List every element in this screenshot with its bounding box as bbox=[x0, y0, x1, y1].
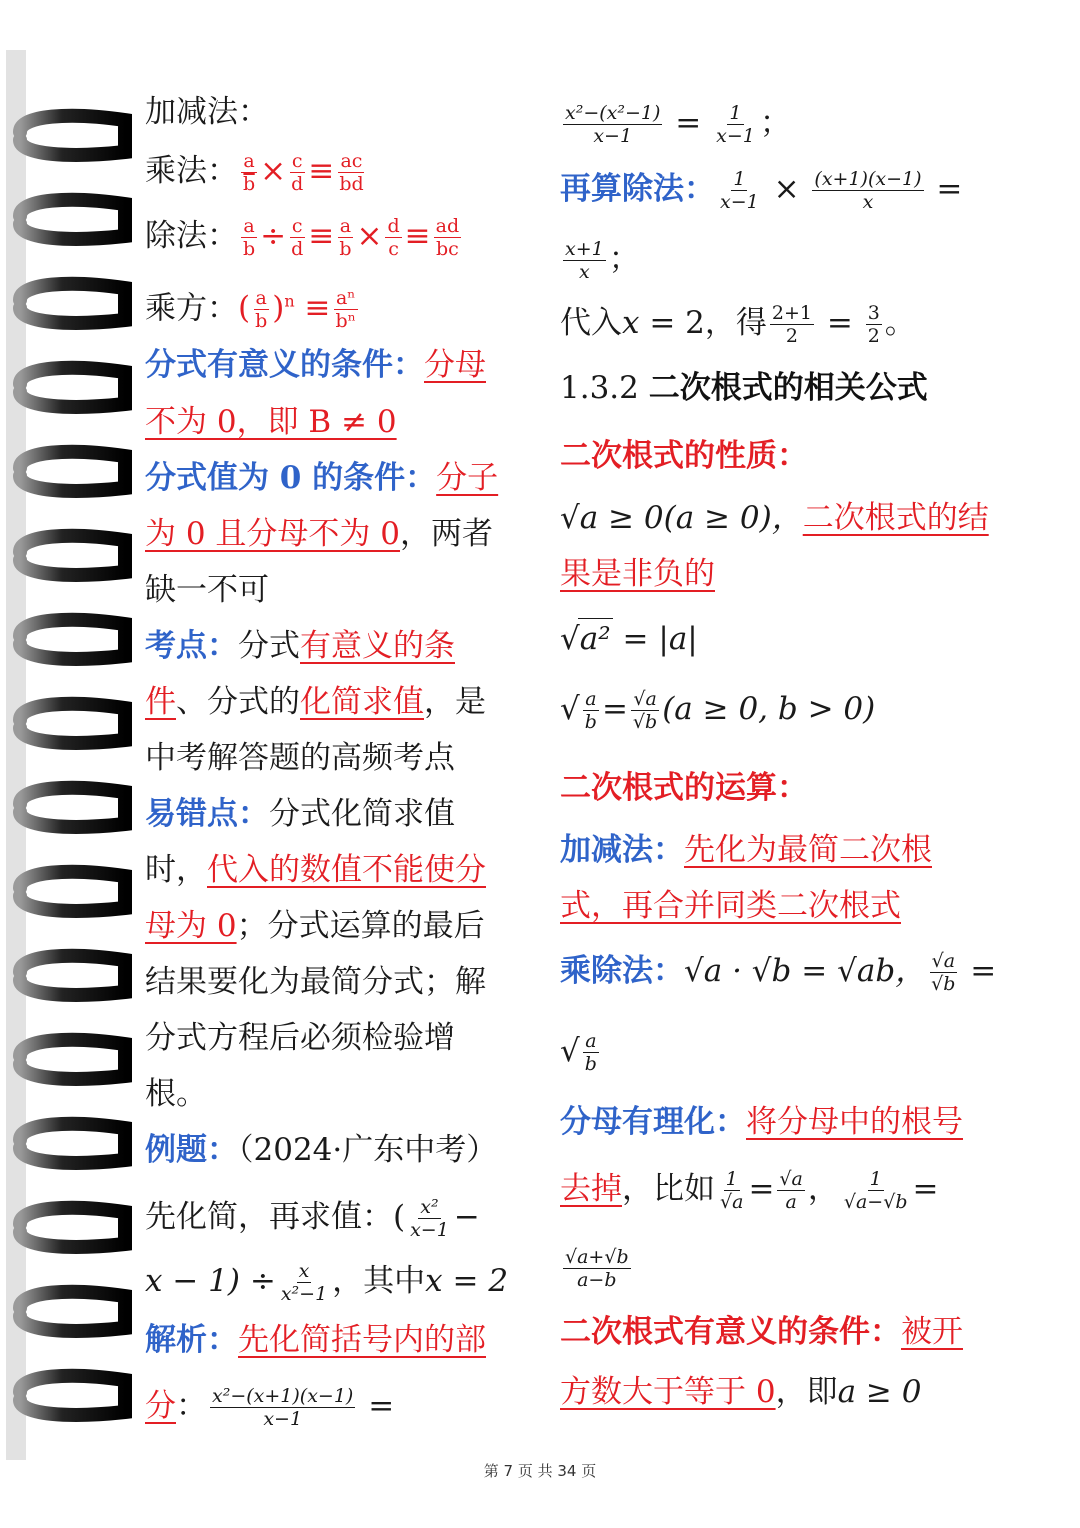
frac-x-over-x2-1: $\frac{x}{\text{x²−1}}$ bbox=[280, 1260, 328, 1305]
example-line-3: x − 1) ÷ $\frac{x}{\text{x²−1}}$ ，其中x = 2 bbox=[145, 1260, 509, 1305]
rationalize-line-1: 分母有理化：将分母中的根号 bbox=[560, 1104, 963, 1140]
property-title: 二次根式的性质： bbox=[560, 438, 808, 474]
error-point-line-6: 根。 bbox=[145, 1076, 207, 1112]
substitute-line: 代入x = 2，得 $\frac{2+1}{2}$ = $\frac{3}{2}$ 。 bbox=[560, 302, 916, 347]
zero-cond-line-2: 为 0 且分母不为 0，两者 bbox=[145, 516, 494, 552]
frac-step-1: $\frac{\text{x²−(x+1)(x−1)}}{x-1}$ bbox=[212, 1385, 354, 1430]
divide-step: 再算除法： $\frac{1}{x-1}$ × $\frac{(x+1)(x-1)}{x}$ = bbox=[560, 168, 963, 213]
exam-point-line-2: 件、分式的化简求值，是 bbox=[145, 684, 486, 720]
property-line-1: √a ≥ 0(a ≥ 0)，二次根式的结 bbox=[560, 500, 989, 536]
example-line-2: 先化简，再求值：( $\frac{\text{x²}}{x-1}$ − bbox=[145, 1196, 480, 1241]
exam-point-line-1: 考点：分式有意义的条 bbox=[145, 628, 455, 664]
frac-c-d: $\frac{c}{d}$ bbox=[291, 150, 304, 195]
power-formula: ( $\frac{a}{b}$ )$^n$ ≡ $\frac{\text{aⁿ}}{\text{bⁿ}}$ bbox=[238, 287, 356, 333]
error-point-line-4: 结果要化为最简分式；解 bbox=[145, 964, 486, 1000]
zero-cond-line-1: 分式值为 0 的条件：分子 bbox=[145, 460, 499, 496]
property-abs: √a² = |a| bbox=[560, 618, 698, 659]
rationalize-line-2: 去掉，比如 $\frac{1}{√a}$ = $\frac{√a}{a}$ ， $\frac{1}{√a-√b}$ = bbox=[560, 1168, 939, 1213]
muldiv-line-1: 乘除法：√a · √b = √ab， $\frac{√a}{√b}$ = bbox=[560, 950, 997, 995]
solution-line-2: 分： $\frac{\text{x²−(x+1)(x−1)}}{x-1}$ = bbox=[145, 1385, 395, 1430]
property-quotient: √ $\frac{a}{b}$ = $\frac{√a}{√b}$ (a ≥ 0, b > 0) bbox=[560, 688, 876, 733]
error-point-line-2: 时，代入的数值不能使分 bbox=[145, 852, 486, 888]
divide-rule: 除法： $\frac{a}{b}$ ÷ $\frac{c}{d}$ ≡ $\frac{a}{b}$ × $\frac{d}{c}$ ≡ $\frac{ad}{bc}$ bbox=[145, 215, 464, 260]
divide-result: $\frac{x+1}{x}$ ； bbox=[565, 238, 640, 283]
property-line-2: 果是非负的 bbox=[560, 556, 715, 592]
rationalize-line-3: $\frac{√a+√b}{a-b}$ bbox=[565, 1246, 629, 1291]
add-line-1: 加减法：先化为最简二次根 bbox=[560, 832, 932, 868]
meaning-line-2: 方数大于等于 0，即a ≥ 0 bbox=[560, 1374, 922, 1410]
solution-line-1: 解析：先化简括号内的部 bbox=[145, 1322, 486, 1358]
condition-line-1: 分式有意义的条件：分母 bbox=[145, 347, 486, 383]
multiply-rule: 乘法： $\frac{a}{b}$ × $\frac{c}{d}$ ≡ $\frac{ac}{bd}$ bbox=[145, 150, 369, 195]
divide-formula: $\frac{a}{b}$ ÷ $\frac{c}{d}$ ≡ $\frac{a}{b}$ × $\frac{d}{c}$ ≡ $\frac{ad}{bc}$ bbox=[243, 215, 460, 260]
section-heading: 1.3.2 二次根式的相关公式 bbox=[560, 370, 928, 406]
spiral-rings bbox=[20, 116, 125, 1415]
example-line-1: 例题：（2024·广东中考） bbox=[145, 1132, 498, 1168]
spiral-binding bbox=[0, 40, 140, 1470]
muldiv-line-2: √ $\frac{a}{b}$ bbox=[560, 1030, 597, 1075]
error-point-line-5: 分式方程后必须检验增 bbox=[145, 1020, 455, 1056]
zero-cond-line-3: 缺一不可 bbox=[145, 572, 269, 608]
frac-ac-bd: $\frac{ac}{bd}$ bbox=[339, 150, 364, 195]
frac-a-b: $\frac{a}{b}$ bbox=[243, 150, 256, 195]
error-point-line-3: 母为 0；分式运算的最后 bbox=[145, 908, 485, 944]
power-rule: 乘方：( $\frac{a}{b}$ )$^n$ ≡ $\frac{\text{aⁿ}}{\text{bⁿ}}$ bbox=[145, 282, 361, 332]
page-footer: 第 7 页 共 34 页 bbox=[483, 1462, 597, 1480]
meaning-line-1: 二次根式有意义的条件：被开 bbox=[560, 1314, 963, 1350]
exam-point-line-3: 中考解答题的高频考点 bbox=[145, 740, 455, 776]
error-point-line-1: 易错点：分式化简求值 bbox=[145, 796, 455, 832]
multiply-formula: $\frac{a}{b}$ × $\frac{c}{d}$ ≡ $\frac{ac}{bd}$ bbox=[243, 150, 364, 195]
condition-line-2: 不为 0，即 B ≠ 0 bbox=[145, 404, 397, 440]
step1-result: $\frac{\text{x²−(x²−1)}}{x-1}$ = $\frac{1}{x-1}$ ； bbox=[565, 102, 791, 147]
operation-title: 二次根式的运算： bbox=[560, 770, 808, 806]
frac-x2-over-x-1: $\frac{\text{x²}}{x-1}$ bbox=[410, 1196, 449, 1241]
add-line-2: 式，再合并同类二次根式 bbox=[560, 888, 901, 924]
add-sub-label: 加减法： bbox=[145, 94, 269, 130]
